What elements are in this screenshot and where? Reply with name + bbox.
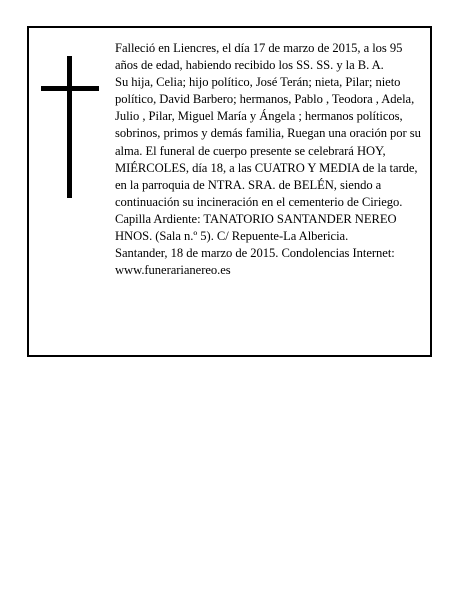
- notice-paragraph-closing: Santander, 18 de marzo de 2015. Condolencias Internet: www.funerarianereo.es: [115, 246, 395, 278]
- obituary-notice: [27, 26, 432, 357]
- notice-text: [115, 40, 427, 279]
- cross-horizontal-bar: [41, 86, 99, 91]
- cross-vertical-bar: [67, 56, 72, 198]
- notice-paragraph-death: Falleció en Liencres, el día 17 de marzo de 2015, a los 95 años de edad, habiendo recibido los SS. SS. y la B. A.: [115, 41, 403, 73]
- notice-paragraph-family-funeral: Su hija, Celia; hijo político, José Terán; nieta, Pilar; nieto político, David Barbero; hermanos, Pablo , Teodora , Adela, Julio , Pilar, Miguel María y Ángela ; hermanos políticos, sobrinos, primos y demás familia, Ruegan una oración por su alma. El funeral de cuerpo presente se celebrará HOY, MIÉRCOLES, día 18, a las CUATRO Y MEDIA de la tarde, en la parroquia de NTRA. SRA. de BELÉN, siendo a continuación su incineración en el cementerio de Ciriego. Capilla Ardiente: TANATORIO SANTANDER NEREO HNOS. (Sala n.º 5). C/ Repuente-La Albericia.: [115, 75, 421, 244]
